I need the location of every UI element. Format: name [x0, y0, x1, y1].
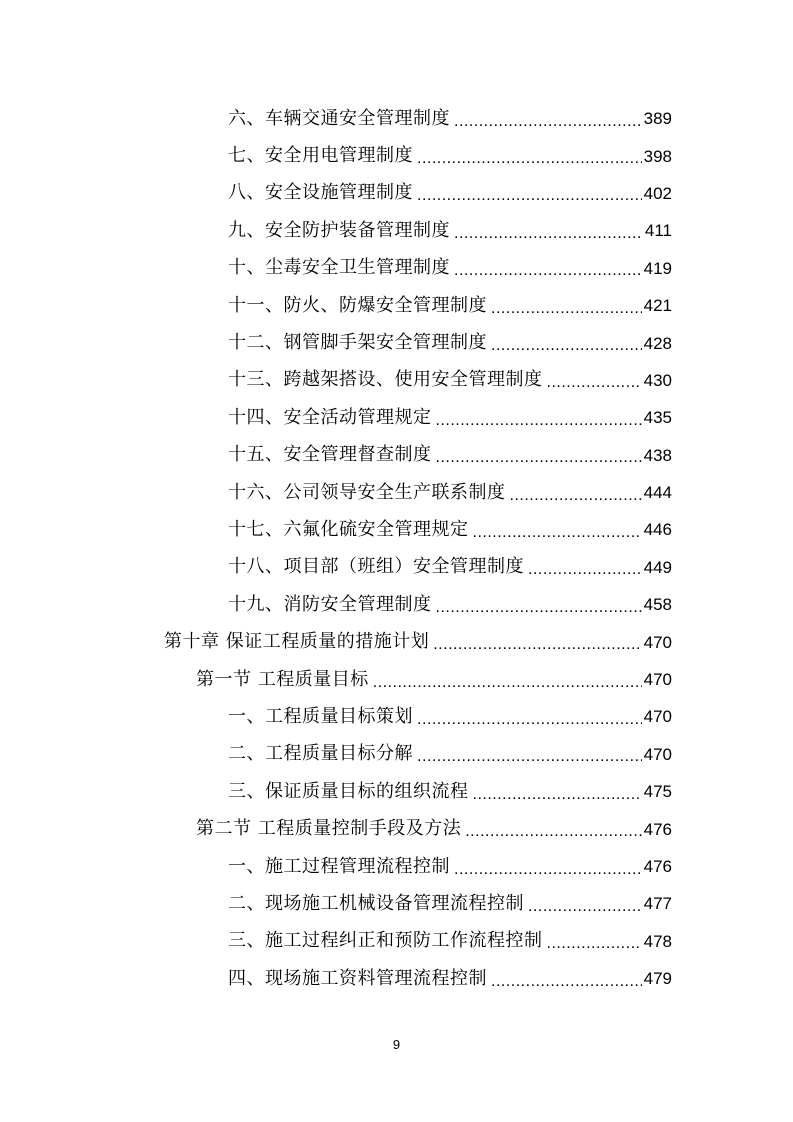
toc-entry-title: 十五、安全管理督查制度 — [228, 444, 432, 466]
toc-leader-dots — [491, 338, 642, 354]
toc-entry-title: 第一节 工程质量目标 — [196, 668, 369, 690]
toc-leader-dots — [528, 562, 642, 578]
toc-entry-title: 九、安全防护装备管理制度 — [228, 219, 450, 241]
toc-entry-page: 470 — [643, 670, 672, 690]
toc-entry-title: 十四、安全活动管理规定 — [228, 406, 432, 428]
toc-entry[interactable] — [0, 362, 793, 399]
toc-entry[interactable] — [0, 324, 793, 361]
toc-leader-dots — [491, 974, 642, 990]
toc-leader-dots — [547, 375, 642, 391]
toc-entry[interactable] — [0, 960, 793, 997]
toc-leader-dots — [417, 188, 642, 204]
toc-entry-page: 470 — [643, 744, 672, 764]
toc-entry-page: 435 — [643, 408, 672, 428]
toc-entry-title: 二、现场施工机械设备管理流程控制 — [228, 892, 524, 914]
toc-entry[interactable] — [0, 474, 793, 511]
toc-entry[interactable] — [0, 773, 793, 810]
toc-entry[interactable] — [0, 661, 793, 698]
toc-entry-page: 428 — [643, 333, 672, 353]
toc-leader-dots — [436, 450, 642, 466]
toc-entry-page: 444 — [643, 483, 672, 503]
toc-entry-page: 470 — [643, 707, 672, 727]
table-of-contents — [0, 100, 793, 997]
toc-entry-page: 458 — [643, 595, 672, 615]
toc-leader-dots — [436, 413, 642, 429]
toc-entry-page: 402 — [643, 183, 672, 203]
toc-entry-title: 十七、六氟化硫安全管理规定 — [228, 518, 469, 540]
toc-entry[interactable] — [0, 810, 793, 847]
toc-entry-title: 十一、防火、防爆安全管理制度 — [228, 294, 487, 316]
toc-entry-title: 十三、跨越架搭设、使用安全管理制度 — [228, 369, 543, 391]
toc-leader-dots — [473, 787, 642, 803]
toc-entry-title: 四、现场施工资料管理流程控制 — [228, 967, 487, 989]
toc-entry[interactable] — [0, 511, 793, 548]
toc-leader-dots — [547, 936, 642, 952]
toc-entry-title: 一、工程质量目标策划 — [228, 705, 413, 727]
toc-entry-page: 479 — [643, 969, 672, 989]
toc-entry[interactable] — [0, 137, 793, 174]
toc-entry-title: 一、施工过程管理流程控制 — [228, 855, 450, 877]
toc-entry[interactable] — [0, 549, 793, 586]
toc-leader-dots — [465, 824, 641, 840]
toc-entry-page: 470 — [643, 632, 672, 652]
toc-leader-dots — [510, 488, 642, 504]
toc-entry-page: 478 — [643, 931, 672, 951]
toc-entry-title: 十二、钢管脚手架安全管理制度 — [228, 332, 487, 354]
toc-entry[interactable] — [0, 287, 793, 324]
toc-entry[interactable] — [0, 399, 793, 436]
toc-leader-dots — [528, 899, 642, 915]
toc-entry[interactable] — [0, 885, 793, 922]
toc-entry-page: 421 — [643, 296, 672, 316]
toc-entry-title: 八、安全设施管理制度 — [228, 182, 413, 204]
toc-entry-page: 449 — [643, 557, 672, 577]
toc-entry-page: 398 — [643, 146, 672, 166]
toc-entry-title: 六、车辆交通安全管理制度 — [228, 107, 450, 129]
toc-leader-dots — [454, 263, 642, 279]
toc-leader-dots — [473, 525, 642, 541]
toc-entry-page: 446 — [643, 520, 672, 540]
toc-entry-title: 十六、公司领导安全生产联系制度 — [228, 481, 506, 503]
toc-entry[interactable] — [0, 698, 793, 735]
toc-leader-dots — [454, 226, 643, 242]
toc-entry-title: 七、安全用电管理制度 — [228, 145, 413, 167]
toc-entry-title: 三、保证质量目标的组织流程 — [228, 780, 469, 802]
toc-leader-dots — [417, 749, 642, 765]
toc-leader-dots — [491, 301, 642, 317]
toc-entry[interactable] — [0, 586, 793, 623]
toc-entry[interactable] — [0, 437, 793, 474]
toc-entry[interactable] — [0, 212, 793, 249]
toc-leader-dots — [417, 151, 642, 167]
toc-entry-title: 第十章 保证工程质量的措施计划 — [164, 631, 430, 653]
toc-entry-page: 476 — [643, 857, 672, 876]
toc-leader-dots — [373, 675, 642, 691]
toc-entry-page: 430 — [643, 370, 672, 390]
toc-entry-page: 438 — [643, 445, 672, 465]
toc-leader-dots — [433, 637, 641, 653]
toc-entry-title: 三、施工过程纠正和预防工作流程控制 — [228, 930, 543, 952]
toc-entry-page: 475 — [643, 782, 672, 802]
toc-entry-title: 十九、消防安全管理制度 — [228, 593, 432, 615]
toc-entry-title: 二、工程质量目标分解 — [228, 743, 413, 765]
toc-leader-dots — [454, 114, 642, 130]
toc-entry[interactable] — [0, 848, 793, 885]
page-number: 9 — [392, 1037, 401, 1052]
toc-entry[interactable] — [0, 175, 793, 212]
toc-entry[interactable] — [0, 623, 793, 660]
toc-leader-dots — [454, 862, 642, 878]
toc-entry-page: 477 — [643, 894, 672, 914]
toc-entry-page: 411 — [644, 221, 672, 241]
toc-entry-page: 389 — [643, 109, 672, 129]
toc-entry-page: 476 — [643, 819, 672, 839]
toc-leader-dots — [436, 600, 642, 616]
toc-entry-title: 十八、项目部（班组）安全管理制度 — [228, 556, 524, 578]
toc-entry[interactable] — [0, 736, 793, 773]
toc-entry[interactable] — [0, 250, 793, 287]
toc-entry[interactable] — [0, 100, 793, 137]
toc-entry-title: 第二节 工程质量控制手段及方法 — [196, 818, 462, 840]
toc-entry-title: 十、尘毒安全卫生管理制度 — [228, 257, 450, 279]
toc-entry-page: 419 — [643, 258, 672, 278]
toc-entry[interactable] — [0, 923, 793, 960]
toc-leader-dots — [417, 712, 642, 728]
